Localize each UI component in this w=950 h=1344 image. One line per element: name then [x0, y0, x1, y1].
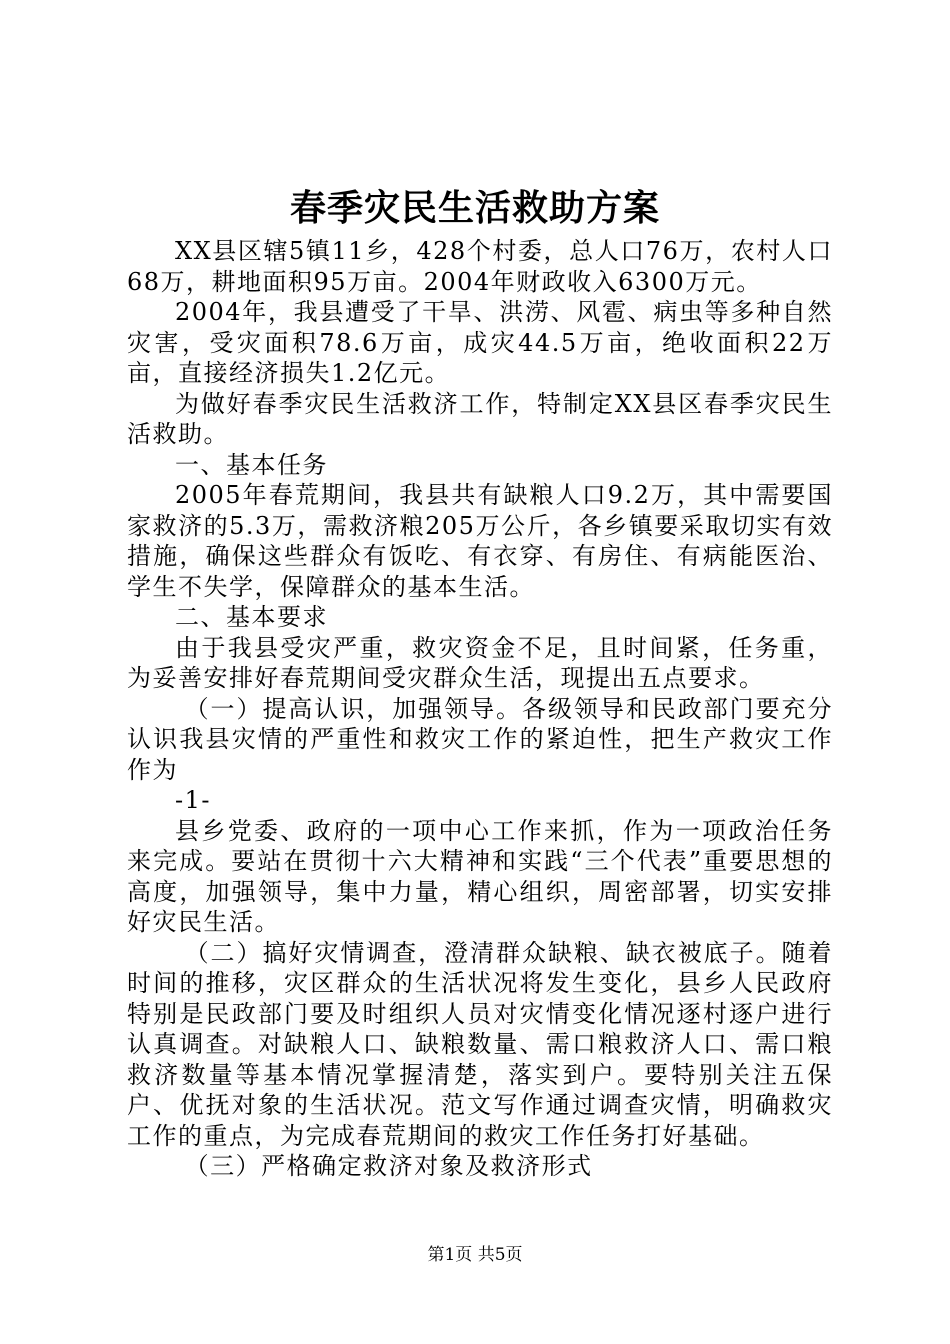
paragraph-requirement-2: （二）搞好灾情调查，澄清群众缺粮、缺衣被底子。随着时间的推移，灾区群众的生活状况将发生变化，县乡人民政府特别是民政部门要及时组织人员对灾情变化情况逐村逐户进行认真调查。对缺粮人口、缺粮数量、需口粮救济人口、需口粮救济数量等基本情况掌握清楚，落实到户。要特别关注五保户、优抚对象的生活状况。范文写作通过调查灾情，明确救灾工作的重点，为完成春荒期间的救灾工作任务打好基础。: [127, 938, 833, 1150]
paragraph-purpose: 为做好春季灾民生活救济工作，特制定XX县区春季灾民生活救助。: [127, 389, 833, 448]
paragraph-requirement-3: （三）严格确定救济对象及救济形式: [184, 1152, 593, 1180]
paragraph-disaster-2004: 2004年，我县遭受了干旱、洪涝、风雹、病虫等多种自然灾害，受灾面积78.6万亩，成灾44.5万亩，绝收面积22万亩，直接经济损失1.2亿元。: [127, 298, 833, 387]
document-body: [127, 236, 833, 1182]
section-heading-basic-tasks: 一、基本任务: [175, 450, 328, 479]
page-footer: 第1页 共5页: [427, 1245, 523, 1265]
paragraph-basic-tasks: 2005年春荒期间，我县共有缺粮人口9.2万，其中需要国家救济的5.3万，需救济粮205万公斤，各乡镇要采取切实有效措施，确保这些群众有饭吃、有衣穿、有房住、有病能医治、学生不失学，保障群众的基本生活。: [127, 481, 833, 601]
paragraph-overview: XX县区辖5镇11乡，428个村委，总人口76万，农村人口68万，耕地面积95万亩。2004年财政收入6300万元。: [127, 237, 833, 296]
paragraph-requirements-intro: 由于我县受灾严重，救灾资金不足，且时间紧，任务重，为妥善安排好春荒期间受灾群众生活，现提出五点要求。: [127, 633, 833, 692]
document-title: 春季灾民生活救助方案: [289, 187, 660, 229]
paragraph-requirement-1: （一）提高认识，加强领导。各级领导和民政部门要充分认识我县灾情的严重性和救灾工作的紧迫性，把生产救灾工作作为: [127, 694, 833, 784]
page-marker: -1-: [175, 786, 211, 814]
section-heading-basic-requirements: 二、基本要求: [175, 603, 328, 631]
paragraph-requirement-1-cont: 县乡党委、政府的一项中心工作来抓，作为一项政治任务来完成。要站在贯彻十六大精神和实践“三个代表”重要思想的高度，加强领导，集中力量，精心组织，周密部署，切实安排好灾民生活。: [127, 816, 833, 936]
